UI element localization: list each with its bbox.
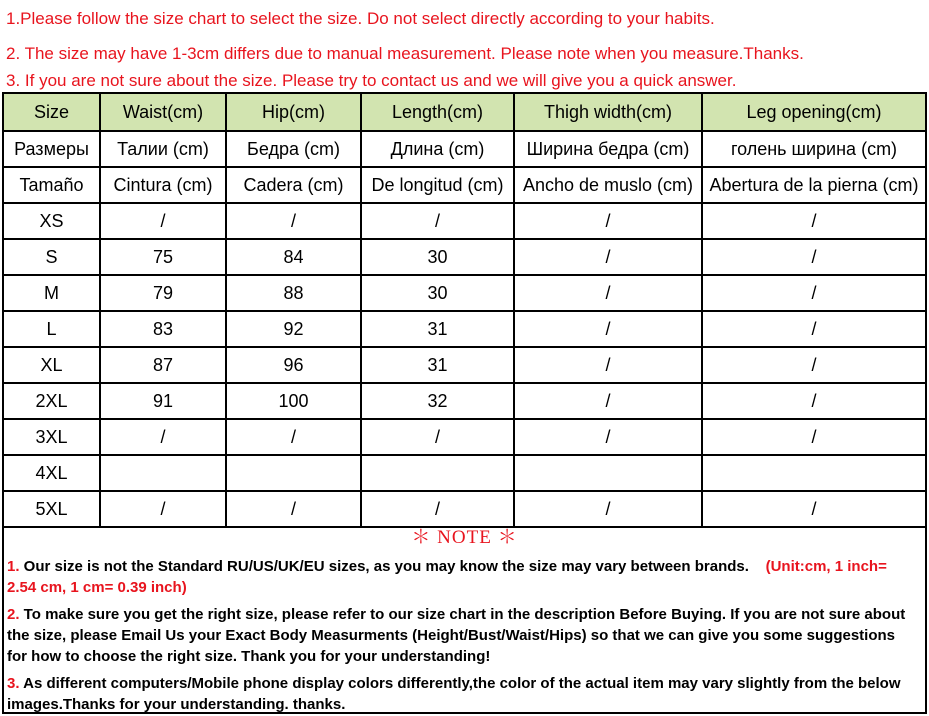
header-cell: Waist(cm) bbox=[100, 94, 226, 131]
size-label-cell: 5XL bbox=[4, 491, 100, 527]
measurement-cell: 32 bbox=[361, 383, 514, 419]
header-cell: Ширина бедра (cm) bbox=[514, 131, 702, 167]
measurement-cell bbox=[100, 455, 226, 491]
note-text: As different computers/Mobile phone display colors differently,the color of the actual item may vary slightly from the below images.Thanks for your understanding. thanks. bbox=[7, 675, 901, 713]
header-cell: Ancho de muslo (cm) bbox=[514, 167, 702, 203]
measurement-cell: 96 bbox=[226, 347, 361, 383]
measurement-cell: / bbox=[100, 203, 226, 239]
measurement-cell: 91 bbox=[100, 383, 226, 419]
measurement-cell: 92 bbox=[226, 311, 361, 347]
size-label-cell: L bbox=[4, 311, 100, 347]
measurement-cell: / bbox=[100, 419, 226, 455]
measurement-cell: / bbox=[361, 419, 514, 455]
measurement-cell: / bbox=[514, 275, 702, 311]
note-number: 1. bbox=[7, 558, 20, 575]
measurement-cell: / bbox=[514, 491, 702, 527]
measurement-cell: / bbox=[514, 347, 702, 383]
header-row-english bbox=[4, 94, 925, 131]
note-number: 3. bbox=[7, 675, 20, 692]
measurement-cell: / bbox=[702, 347, 925, 383]
measurement-cell: / bbox=[702, 419, 925, 455]
notice-2: 2. The size may have 1-3cm differs due to manual measurement. Please note when you measure.Thanks. bbox=[6, 44, 804, 63]
size-label-cell: 4XL bbox=[4, 455, 100, 491]
measurement-cell: / bbox=[100, 491, 226, 527]
measurement-cell: 100 bbox=[226, 383, 361, 419]
note-number: 2. bbox=[7, 606, 20, 623]
header-cell: Length(cm) bbox=[361, 94, 514, 131]
header-cell: Leg opening(cm) bbox=[702, 94, 925, 131]
measurement-cell: / bbox=[702, 311, 925, 347]
measurement-cell: / bbox=[514, 203, 702, 239]
table-row bbox=[4, 455, 925, 491]
measurement-cell: / bbox=[514, 383, 702, 419]
measurement-cell: / bbox=[226, 419, 361, 455]
header-cell: Длина (cm) bbox=[361, 131, 514, 167]
measurement-cell bbox=[226, 455, 361, 491]
header-cell: Бедра (cm) bbox=[226, 131, 361, 167]
measurement-cell: 84 bbox=[226, 239, 361, 275]
note-text: Our size is not the Standard RU/US/UK/EU sizes, as you may know the size may vary between brands. bbox=[19, 558, 749, 575]
header-cell: Tamaño bbox=[4, 167, 100, 203]
measurement-cell: 31 bbox=[361, 311, 514, 347]
size-chart-table bbox=[4, 94, 925, 528]
measurement-cell: / bbox=[702, 203, 925, 239]
measurement-cell: 87 bbox=[100, 347, 226, 383]
header-cell: Талии (cm) bbox=[100, 131, 226, 167]
size-label-cell: S bbox=[4, 239, 100, 275]
measurement-cell: 83 bbox=[100, 311, 226, 347]
header-cell: De longitud (cm) bbox=[361, 167, 514, 203]
header-row-russian bbox=[4, 131, 925, 167]
header-cell: Thigh width(cm) bbox=[514, 94, 702, 131]
measurement-cell: / bbox=[226, 203, 361, 239]
measurement-cell: 30 bbox=[361, 275, 514, 311]
header-cell: Cintura (cm) bbox=[100, 167, 226, 203]
measurement-cell: / bbox=[702, 383, 925, 419]
unit-note: (Unit:cm, 1 inch= 2.54 cm, 1 cm= 0.39 inch) bbox=[7, 558, 887, 596]
measurement-cell bbox=[702, 455, 925, 491]
measurement-cell: / bbox=[514, 419, 702, 455]
note-title: ＊ NOTE ＊ bbox=[411, 527, 518, 548]
table-row bbox=[4, 347, 925, 383]
note-item-3 bbox=[7, 673, 919, 715]
table-row bbox=[4, 239, 925, 275]
header-cell: Abertura de la pierna (cm) bbox=[702, 167, 925, 203]
size-label-cell: XS bbox=[4, 203, 100, 239]
size-label-cell: 3XL bbox=[4, 419, 100, 455]
header-cell: голень ширина (cm) bbox=[702, 131, 925, 167]
header-cell: Размеры bbox=[4, 131, 100, 167]
measurement-cell: 75 bbox=[100, 239, 226, 275]
measurement-cell: 88 bbox=[226, 275, 361, 311]
table-row bbox=[4, 419, 925, 455]
measurement-cell: / bbox=[226, 491, 361, 527]
size-label-cell: M bbox=[4, 275, 100, 311]
header-row-spanish bbox=[4, 167, 925, 203]
measurement-cell: 30 bbox=[361, 239, 514, 275]
notice-1: 1.Please follow the size chart to select the size. Do not select directly according to your habits. bbox=[6, 9, 715, 28]
header-cell: Cadera (cm) bbox=[226, 167, 361, 203]
header-cell: Hip(cm) bbox=[226, 94, 361, 131]
measurement-cell: / bbox=[702, 239, 925, 275]
measurement-cell bbox=[361, 455, 514, 491]
measurement-cell: / bbox=[361, 203, 514, 239]
note-item-1 bbox=[7, 556, 919, 598]
size-chart-frame bbox=[2, 92, 927, 714]
table-row bbox=[4, 203, 925, 239]
measurement-cell bbox=[514, 455, 702, 491]
measurement-cell: / bbox=[702, 491, 925, 527]
note-item-2 bbox=[7, 604, 919, 667]
measurement-cell: 79 bbox=[100, 275, 226, 311]
table-row bbox=[4, 383, 925, 419]
measurement-cell: / bbox=[361, 491, 514, 527]
size-label-cell: XL bbox=[4, 347, 100, 383]
size-label-cell: 2XL bbox=[4, 383, 100, 419]
note-text: To make sure you get the right size, please refer to our size chart in the description Before Buying. If you are not sure about the size, please Email Us your Exact Body Measurments (Height/Bust/Waist/Hips) so that we can give you some suggestions for how to choose the right size. Thank you for your understanding! bbox=[7, 606, 906, 665]
measurement-cell: / bbox=[514, 239, 702, 275]
measurement-cell: 31 bbox=[361, 347, 514, 383]
measurement-cell: / bbox=[702, 275, 925, 311]
header-cell: Size bbox=[4, 94, 100, 131]
notice-3: 3. If you are not sure about the size. Please try to contact us and we will give you a quick answer. bbox=[6, 71, 737, 90]
table-row bbox=[4, 311, 925, 347]
measurement-cell: / bbox=[514, 311, 702, 347]
table-row bbox=[4, 275, 925, 311]
